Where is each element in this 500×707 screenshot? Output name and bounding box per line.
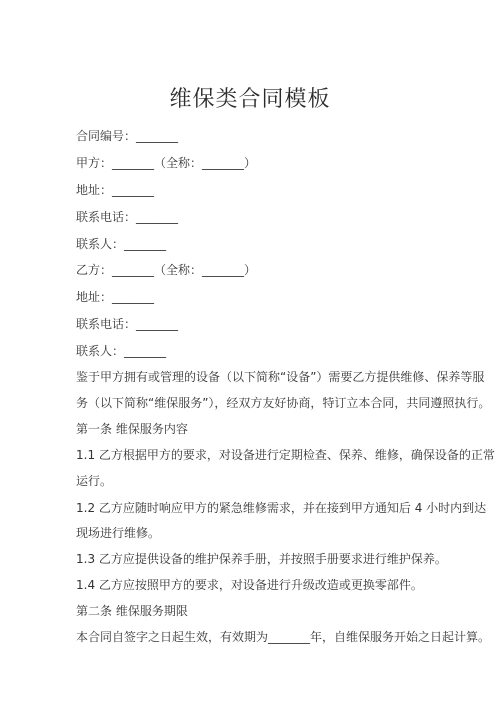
clause-1-1-line-2: 运行。 bbox=[76, 474, 113, 488]
clause-1-4: 1.4 乙方应按照甲方的要求，对设备进行升级改造或更换零部件。 bbox=[76, 578, 423, 592]
party-b-contact-line: 联系人：_______ bbox=[76, 344, 167, 358]
article-2-heading: 第二条 维保服务期限 bbox=[76, 604, 188, 618]
clause-1-2-line-2: 现场进行维修。 bbox=[76, 526, 161, 540]
contract-number-line: 合同编号：_______ bbox=[76, 129, 179, 143]
clause-1-3: 1.3 乙方应提供设备的维护保养手册，并按照手册要求进行维护保养。 bbox=[76, 552, 447, 566]
document-title: 维保类合同模板 bbox=[169, 87, 331, 112]
preamble-line-2: 务（以下简称“维保服务”），经双方友好协商，特订立本合同，共同遵照执行。 bbox=[76, 396, 491, 410]
article-1-heading: 第一条 维保服务内容 bbox=[76, 422, 188, 436]
party-b-address-line: 地址：_______ bbox=[76, 290, 155, 304]
party-a-line: 甲方：_______（全称：_______） bbox=[76, 156, 257, 170]
party-a-phone-line: 联系电话：_______ bbox=[76, 210, 179, 224]
party-b-line: 乙方：_______（全称：_______） bbox=[76, 263, 257, 277]
party-a-address-line: 地址：_______ bbox=[76, 183, 155, 197]
clause-1-2-line-1: 1.2 乙方应随时响应甲方的紧急维修需求，并在接到甲方通知后 4 小时内到达 bbox=[76, 501, 487, 515]
article-2-body: 本合同自签字之日起生效，有效期为_______年，自维保服务开始之日起计算。 bbox=[76, 630, 491, 644]
clause-1-1-line-1: 1.1 乙方根据甲方的要求，对设备进行定期检查、保养、维修，确保设备的正常 bbox=[76, 448, 495, 462]
party-b-phone-line: 联系电话：_______ bbox=[76, 317, 179, 331]
preamble-line-1: 鉴于甲方拥有或管理的设备（以下简称“设备”）需要乙方提供维修、保养等服 bbox=[76, 370, 485, 384]
party-a-contact-line: 联系人：_______ bbox=[76, 237, 167, 251]
